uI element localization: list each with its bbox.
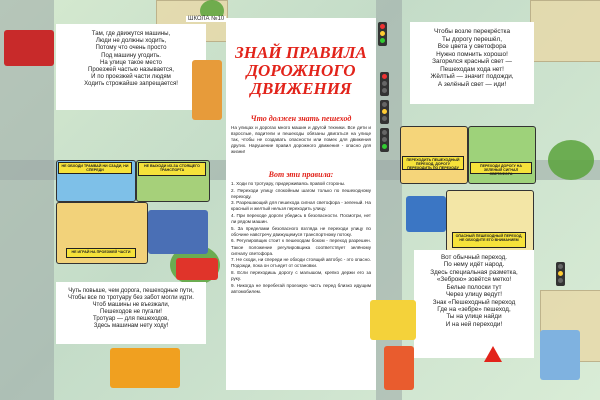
section-heading-rules: Вот эти правила: (268, 170, 334, 179)
poem-line: Загорелся красный свет — (432, 58, 512, 66)
poem-line: На улице такое место (100, 58, 162, 66)
rule-item: 5. За пределами безопасного взгляда не переходи улицу по обочине навстречу движущемуся транспортному потоку. (231, 225, 371, 237)
poem-line: Через улицу ведут! (445, 291, 502, 299)
poem-line: «Зеброю» зовётся метко! (436, 276, 512, 284)
traffic-light-icon (380, 128, 389, 152)
building-right (530, 0, 600, 62)
police-car-illustration (370, 300, 416, 340)
poem-line: Здесь машинам нету ходу! (93, 323, 169, 330)
poem-line: Проезжей частью называется, (88, 65, 174, 73)
crossing-picture (400, 126, 468, 184)
motorcycle-illustration (406, 196, 446, 232)
tree-icon (548, 140, 594, 180)
warning-sign-icon (484, 346, 502, 362)
paragraph: На улицах и дорогах много машин и другой техники. Все дети и взрослые, водители и пешеходы обязаны двигаться на улице так, чтобы не создавать опасности или помех для движения других. Нарушение правил дорожного движения - опасно для жизни! (231, 125, 371, 155)
title-line: ДВИЖЕНИЯ (250, 78, 352, 98)
poem-line: Там, где движутся машины, (91, 30, 171, 37)
poem-line: Тротуар — для пешеходов, (93, 316, 169, 323)
rule-item: 8. Если переходишь дорогу с малышом, крепко держи его за руку. (231, 270, 371, 282)
red-car-illustration (176, 258, 218, 280)
title-line: ДОРОЖНОГО (246, 60, 356, 80)
road-center-right (376, 0, 402, 400)
traffic-light-icon (380, 72, 389, 96)
bus-illustration (110, 348, 180, 388)
poem-line: Жёлтый — значит подожди, (430, 73, 514, 81)
left-bottom-poem (56, 288, 206, 330)
traffic-light-icon (556, 262, 565, 286)
caption-crossing: ПЕРЕХОДИТЬ ПЕШЕХОДНЫЙ ПЕРЕХОД, ДОРОГУ ПЕРЕХОДИТЬ ПО ПЕРЕХОДУ (402, 156, 464, 170)
poem-line: По нему идёт народ. (443, 261, 505, 269)
section-text-pedestrian (231, 125, 371, 156)
poem-line: Здесь специальная разметка, (430, 268, 518, 276)
poem-line: Ходить строжайше запрещается! (84, 80, 178, 88)
poem-line: Чтобы возле перекрёстка (433, 28, 511, 35)
caption-tram: НЕ ОБХОДИ ТРАМВАЙ НИ СЗАДИ, НИ СПЕРЕДИ (58, 162, 132, 174)
left-top-poem (56, 30, 206, 88)
poem-line: Нужно помнить хорошо! (436, 50, 508, 58)
poem-line: Чтоб машины не въезжали, (92, 302, 170, 309)
boy-illustration (192, 60, 222, 120)
poem-line: Где на «зебре» пешеход, (437, 305, 511, 313)
section-heading-pedestrian: Что должен знать пешеход (250, 114, 352, 123)
poem-line: Вот обычный переход. (440, 254, 508, 261)
rule-item: 1. Ходи по тротуару, придерживаясь правой стороны. (231, 181, 346, 186)
poem-line: Ты дорогу перешёл, (442, 35, 502, 43)
title-line: ЗНАЙ ПРАВИЛА (235, 43, 367, 62)
school-sign: ШКОЛА №10 (188, 16, 225, 22)
rule-item: 7. Не сходи, ни спереди не обходи стоящий автобус - это опасно. Подожди, пока он отъедет от остановки. (231, 257, 371, 269)
poem-line: Люди не должны ходить, (95, 37, 167, 45)
poem-line: Потому что очень просто (95, 44, 167, 52)
traffic-light-icon (380, 100, 389, 124)
boy-with-bag-illustration (148, 210, 208, 254)
page-title (228, 44, 374, 98)
right-bottom-poem (414, 254, 534, 328)
car-illustration (4, 30, 54, 66)
poem-line: Под машину угодить. (101, 51, 161, 59)
child-illustration (384, 346, 414, 390)
rule-item: 4. При переходе дороги убедись в безопасности. Посмотри, нет ли рядом машин. (231, 213, 371, 225)
rule-item: 9. Никогда не перебегай проезжую часть перед близко идущим автомобилем. (231, 282, 371, 294)
rule-item: 2. Переходи улицу спокойным шагом только по пешеходному переходу. (231, 187, 371, 199)
poem-line: Белые полоски тут (446, 283, 502, 291)
poem-line: Ты на улице найди (446, 313, 502, 321)
rule-item: 6. Регулировщик стоит к пешеходам боком - переход разрешен. Такое положение регулировщика соответствует зелёному сигналу светофора. (231, 238, 371, 256)
caption-play: НЕ ИГРАЙ НА ПРОЕЗЖЕЙ ЧАСТИ (66, 248, 136, 258)
poem-line: А зелёный свет — иди! (437, 80, 507, 88)
poem-line: И по проезжей части людям (91, 73, 171, 81)
kids-illustration (540, 330, 580, 380)
caption-dangerous-crossing: ОПАСНЫЙ ПЕШЕХОДНЫЙ ПЕРЕХОД, НЕ ОБХОДИТЕ ЕГО ВНИМАНИЕМ (452, 232, 526, 248)
rule-item: 3. Разрешающий для пешехода сигнал светофора - зеленый. На красный и желтый нельзя переходить улицу. (231, 200, 371, 212)
poem-line: Чтобы все по тротуару без забот могли идти. (68, 295, 194, 302)
right-top-poem (410, 28, 534, 88)
traffic-light-icon (378, 22, 387, 46)
caption-green-light: ПЕРЕХОДИ ДОРОГУ НА ЗЕЛЕНЫЙ СИГНАЛ СВЕТОФОРА (470, 162, 532, 174)
poem-line: И на ней переходи! (445, 320, 503, 328)
poem-line: Все цвета у светофора (437, 43, 507, 51)
poem-line: Пешеходов не пугали! (100, 309, 162, 316)
rules-list (231, 181, 371, 295)
caption-transport: НЕ ВЫХОДИ ИЗ-ЗА СТОЯЩЕГО ТРАНСПОРТА (138, 162, 206, 176)
poem-line: Знак «Пешеходный переход (432, 298, 516, 306)
poem-line: Чуть повыше, чем дорога, пешеходные пути, (68, 288, 194, 294)
poem-line: Пешеходам хода нет! (440, 65, 504, 73)
